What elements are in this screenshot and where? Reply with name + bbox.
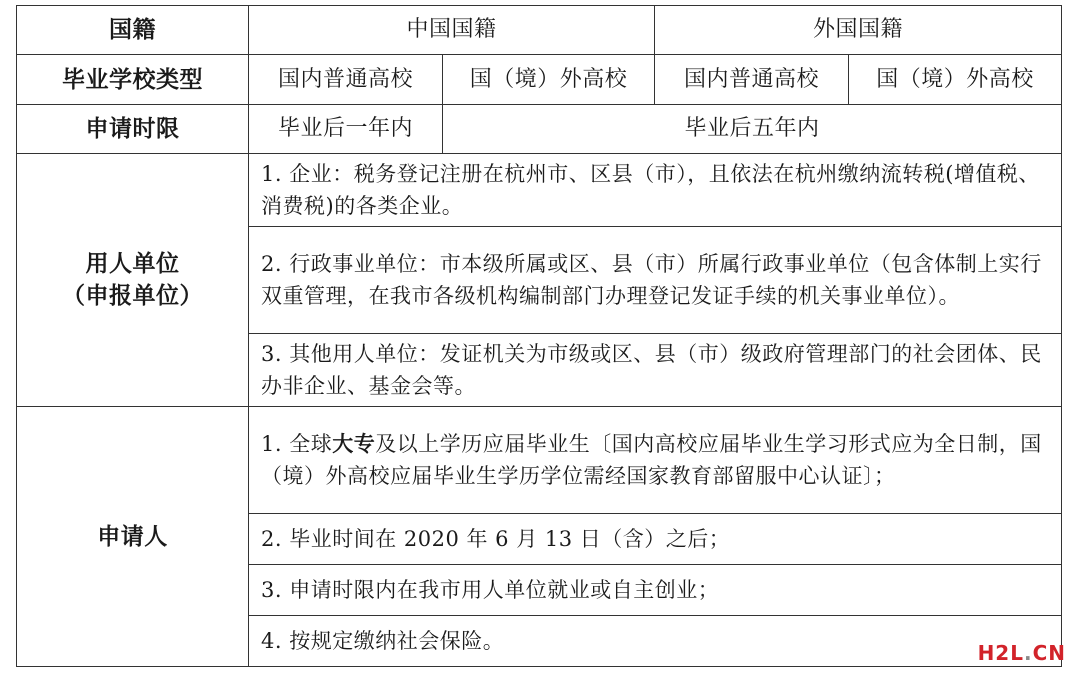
employer-item-2: 2. 行政事业单位：市本级所属或区、县（市）所属行政事业单位（包含体制上实行双重管理，在我市各级机构编制部门办理登记发证手续的机关事业单位）。 xyxy=(249,227,1062,334)
employer-label-line2: （申报单位） xyxy=(62,282,203,309)
school-type-cell-2: 国（境）外高校 xyxy=(443,55,655,105)
row-label-applicant: 申请人 xyxy=(17,407,249,667)
employer-item-3: 3. 其他用人单位：发证机关为市级或区、县（市）级政府管理部门的社会团体、民办非企业、基金会等。 xyxy=(249,334,1062,407)
school-type-cell-1: 国内普通高校 xyxy=(249,55,443,105)
policy-table xyxy=(16,5,1062,667)
applicant-item-4: 4. 按规定缴纳社会保险。 xyxy=(249,616,1062,667)
row-label-nationality: 国籍 xyxy=(17,6,249,55)
applicant-item-3: 3. 申请时限内在我市用人单位就业或自主创业； xyxy=(249,565,1062,616)
employer-item-1: 1. 企业：税务登记注册在杭州市、区县（市），且依法在杭州缴纳流转税(增值税、消费税)的各类企业。 xyxy=(249,154,1062,227)
row-label-employer xyxy=(17,154,249,407)
applicant-item-1: 1. 全球大专及以上学历应届毕业生〔国内高校应届毕业生学习形式应为全日制，国（境）外高校应届毕业生学历学位需经国家教育部留服中心认证〕； xyxy=(249,407,1062,514)
nationality-foreign: 外国国籍 xyxy=(655,6,1062,55)
school-type-cell-4: 国（境）外高校 xyxy=(849,55,1062,105)
nationality-chinese: 中国国籍 xyxy=(249,6,655,55)
employer-label-line1: 用人单位 xyxy=(85,250,180,277)
row-label-school-type: 毕业学校类型 xyxy=(17,55,249,105)
row-label-deadline: 申请时限 xyxy=(17,105,249,154)
deadline-five-years: 毕业后五年内 xyxy=(443,105,1062,154)
deadline-one-year: 毕业后一年内 xyxy=(249,105,443,154)
h2l-watermark-logo: H2L.CN xyxy=(977,641,1066,665)
applicant-item-2: 2. 毕业时间在 2020 年 6 月 13 日（含）之后； xyxy=(249,514,1062,565)
school-type-cell-3: 国内普通高校 xyxy=(655,55,849,105)
